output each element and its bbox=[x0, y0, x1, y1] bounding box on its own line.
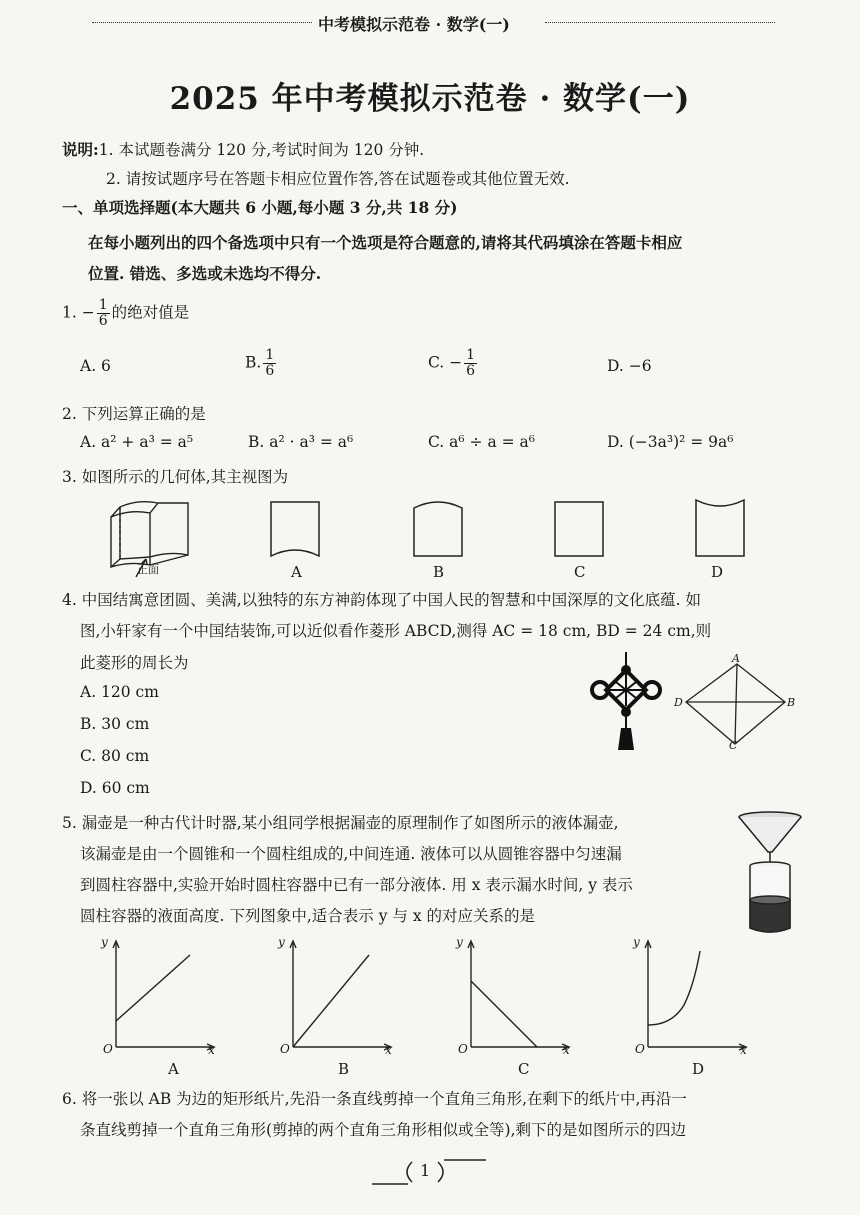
q5-graph-a-label: A bbox=[168, 1060, 179, 1078]
q3-option-b-figure bbox=[413, 498, 463, 560]
header-rule-right bbox=[545, 22, 775, 23]
page-title: 2025 年中考模拟示范卷 · 数学(一) bbox=[169, 81, 691, 117]
q5-graph-a-ylabel: y bbox=[101, 935, 108, 949]
instructions-line1 bbox=[62, 138, 424, 160]
q6-line1: 6. 将一张以 AB 为边的矩形纸片,先沿一条直线剪掉一个直角三角形,在剩下的纸片中,再沿一 bbox=[62, 1090, 687, 1108]
q2-option-b: B. a² · a³ = a⁶ bbox=[248, 433, 354, 451]
rhombus-label-a: A bbox=[732, 652, 740, 665]
q1-fraction bbox=[97, 298, 110, 329]
q4-option-b: B. 30 cm bbox=[80, 715, 150, 733]
section1-heading: 一、单项选择题(本大题共 6 小题,每小题 3 分,共 18 分) bbox=[62, 198, 458, 217]
q4-option-c: C. 80 cm bbox=[80, 747, 150, 765]
q1-c-num: 1 bbox=[466, 347, 476, 363]
q5-graph-d-origin: O bbox=[635, 1042, 645, 1056]
q4-line1: 4. 中国结寓意团圆、美满,以独特的东方神韵体现了中国人民的智慧和中国深厚的文化底蕴. 如 bbox=[62, 591, 701, 609]
q5-graph-d-ylabel: y bbox=[633, 935, 640, 949]
q1-neg-sign: − bbox=[81, 303, 95, 322]
instructions-line2: 2. 请按试题序号在答题卡相应位置作答,答在试题卷或其他位置无效. bbox=[106, 170, 570, 188]
q4-option-a: A. 120 cm bbox=[80, 683, 159, 701]
q3-stem: 3. 如图所示的几何体,其主视图为 bbox=[62, 468, 289, 486]
rhombus-label-d: D bbox=[674, 696, 683, 709]
q5-graph-b-label: B bbox=[338, 1060, 350, 1078]
q5-graph-a-origin: O bbox=[103, 1042, 113, 1056]
q2-stem: 2. 下列运算正确的是 bbox=[62, 405, 206, 423]
page-number-frame bbox=[372, 1158, 492, 1188]
rhombus-label-c: C bbox=[729, 739, 738, 752]
q3-option-b-label: B bbox=[433, 563, 445, 581]
q5-graph-c-ylabel: y bbox=[456, 935, 463, 949]
q1-c-label: C. − bbox=[428, 353, 463, 372]
q1-option-d: D. −6 bbox=[607, 357, 652, 375]
section1-desc1: 在每小题列出的四个备选项中只有一个选项是符合题意的,请将其代码填涂在答题卡相应 bbox=[88, 233, 683, 252]
rhombus-label-b: B bbox=[787, 696, 796, 709]
q1-option-b bbox=[245, 348, 278, 379]
q5-line2: 该漏壶是由一个圆锥和一个圆柱组成的,中间连通. 液体可以从圆锥容器中匀速漏 bbox=[80, 845, 622, 863]
q5-graph-d-xlabel: x bbox=[740, 1043, 747, 1057]
q4-option-d: D. 60 cm bbox=[80, 779, 150, 797]
q1-frac-den: 6 bbox=[98, 313, 108, 329]
q2-option-c: C. a⁶ ÷ a = a⁶ bbox=[428, 433, 535, 451]
q5-graph-a-xlabel: x bbox=[208, 1043, 215, 1057]
q3-option-a-label: A bbox=[291, 563, 302, 581]
water-clock-image bbox=[735, 810, 805, 940]
q1-b-den: 6 bbox=[265, 363, 275, 379]
q1-stem bbox=[62, 298, 189, 329]
q1-c-fraction bbox=[464, 348, 477, 379]
q1-option-a: A. 6 bbox=[80, 357, 111, 375]
instructions-label: 说明: bbox=[62, 140, 99, 159]
q5-graph-c-label: C bbox=[518, 1060, 530, 1078]
rhombus-abcd-diagram bbox=[680, 652, 800, 762]
q2-option-a: A. a² + a³ = a⁵ bbox=[80, 433, 194, 451]
q1-b-fraction bbox=[263, 348, 276, 379]
q3-option-d-label: D bbox=[711, 563, 724, 581]
q1-b-label: B. bbox=[245, 353, 262, 372]
q3-option-c-figure bbox=[554, 500, 604, 560]
q5-graph-b-origin: O bbox=[280, 1042, 290, 1056]
q1-frac-num: 1 bbox=[98, 297, 108, 313]
q5-graph-c-origin: O bbox=[458, 1042, 468, 1056]
chinese-knot-image bbox=[590, 652, 662, 752]
q4-line2: 图,小轩家有一个中国结装饰,可以近似看作菱形 ABCD,测得 AC = 18 cm, BD = 24 cm,则 bbox=[80, 622, 712, 640]
q1-number: 1. bbox=[62, 303, 77, 322]
q4-line3: 此菱形的周长为 bbox=[80, 654, 189, 672]
q1-b-num: 1 bbox=[265, 347, 275, 363]
q3-option-c-label: C bbox=[574, 563, 586, 581]
q5-line1: 5. 漏壶是一种古代计时器,某小组同学根据漏壶的原理制作了如图所示的液体漏壶, bbox=[62, 814, 619, 832]
q3-option-a-figure bbox=[270, 500, 320, 560]
q5-graph-b-xlabel: x bbox=[385, 1043, 392, 1057]
q5-line4: 圆柱容器的液面高度. 下列图象中,适合表示 y 与 x 的对应关系的是 bbox=[80, 907, 535, 925]
q2-option-d: D. (−3a³)² = 9a⁶ bbox=[607, 433, 734, 451]
q1-option-c bbox=[428, 348, 479, 379]
q1-stem-tail: 的绝对值是 bbox=[111, 303, 190, 322]
q5-graph-c-xlabel: x bbox=[563, 1043, 570, 1057]
q5-graph-d-label: D bbox=[692, 1060, 705, 1078]
instructions-text1: 1. 本试题卷满分 120 分,考试时间为 120 分钟. bbox=[98, 141, 425, 159]
page-number: 1 bbox=[420, 1161, 431, 1180]
section1-desc2: 位置. 错选、多选或未选均不得分. bbox=[88, 264, 322, 283]
q1-c-den: 6 bbox=[466, 363, 476, 379]
q5-graph-b-ylabel: y bbox=[278, 935, 285, 949]
q3-front-label: 正面 bbox=[137, 563, 159, 576]
q3-option-d-figure bbox=[695, 498, 745, 560]
q5-line3: 到圆柱容器中,实验开始时圆柱容器中已有一部分液体. 用 x 表示漏水时间, y 表示 bbox=[80, 876, 633, 894]
header-rule-left bbox=[92, 22, 312, 23]
q6-line2: 条直线剪掉一个直角三角形(剪掉的两个直角三角形相似或全等),剩下的是如图所示的四边 bbox=[80, 1121, 687, 1139]
running-title: 中考模拟示范卷 · 数学(一) bbox=[318, 15, 510, 34]
